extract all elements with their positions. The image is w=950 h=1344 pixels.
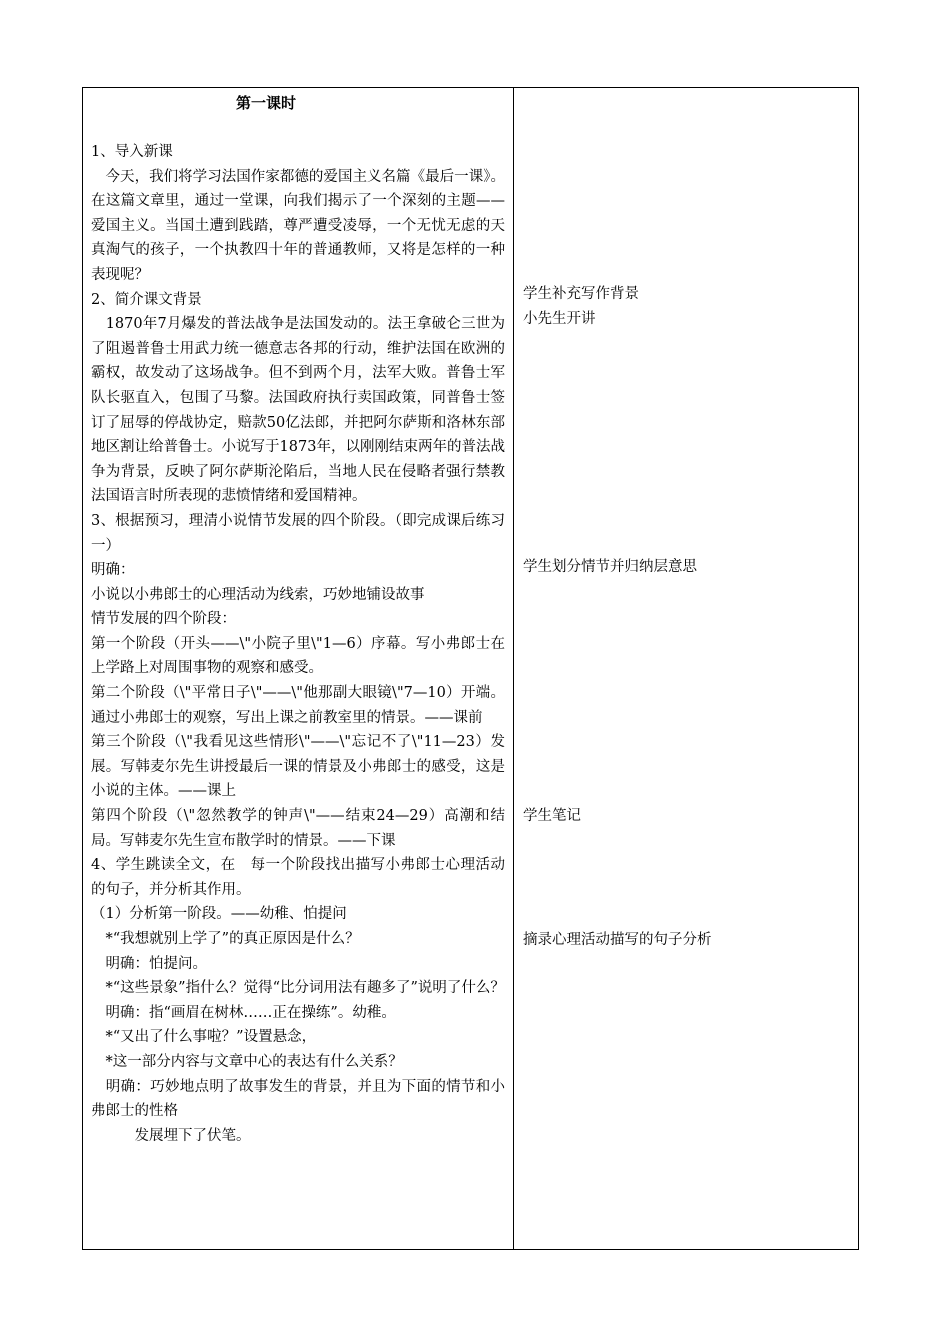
section-heading-background: 2、简介课文背景 <box>91 291 202 308</box>
paragraph-question-3: *“又出了什么事啦？”设置悬念， <box>91 1029 317 1046</box>
blank-line <box>91 116 505 140</box>
note-student-teacher: 小先生开讲 <box>523 311 596 327</box>
paragraph-answer-4: 明确：巧妙地点明了故事发生的背景，并且为下面的情节和小弗郎士的性格 <box>91 1078 505 1120</box>
note-plot-division: 学生划分情节并归纳层意思 <box>523 559 697 575</box>
paragraph-answer-2: 明确：指“画眉在树林……正在操练”。幼稚。 <box>91 1004 396 1021</box>
paragraph-stage-4: 第四个阶段（\"忽然教学的钟声\"——结束24—29）高潮和结局。写韩麦尔先生宣布散学时的情景。——下课 <box>91 808 505 849</box>
paragraph-intro: 今天，我们将学习法国作家都德的爱国主义名篇《最后一课》。在这篇文章里，通过一堂课，向我们揭示了一个深刻的主题——爱国主义。当国土遭到践踏，尊严遭受凌辱，一个无忧无虑的天真淘气的孩子，一个执教四十年的普通教师，又将是怎样的一种表现呢？ <box>91 168 505 283</box>
paragraph-clue: 小说以小弗郎士的心理活动为线索，巧妙地铺设故事 <box>91 586 425 603</box>
paragraph-stage-1: 第一个阶段（开头——\"小院子里\"1—6）序幕。写小弗郎士在上学路上对周围事物的观察和感受。 <box>91 635 505 677</box>
paragraph-question-1: *“我想就别上学了”的真正原因是什么？ <box>91 931 360 947</box>
note-excerpt-analysis: 摘录心理活动描写的句子分析 <box>523 932 712 948</box>
lesson-title: 第一课时 <box>236 94 297 112</box>
paragraph-background: 1870年7月爆发的普法战争是法国发动的。法王拿破仑三世为了阻遏普鲁士用武力统一德意志各邦的行动，维护法国在欧洲的霸权，故发动了这场战争。但不到两个月，法军大败。普鲁士军队长驱直入，包围了马黎。法国政府执行卖国政策，同普鲁士签订了屈辱的停战协定，赔款50亿法郎，并把阿尔萨斯和洛林东部地区割让给普鲁士。小说写于1873年，以刚刚结束两年的普法战争为背景，反映了阿尔萨斯沦陷后，当地人民在侵略者强行禁教法国语言时所表现的悲愤情绪和爱国精神。 <box>91 316 505 505</box>
section-heading-intro: 1、导入新课 <box>91 144 173 160</box>
teaching-content-column <box>91 90 505 1148</box>
section-heading-analysis: 4、学生跳读全文，在 每一个阶段找出描写小弗郎士心理活动的句子，并分析其作用。 <box>91 857 505 898</box>
section-heading-plot: 3、根据预习，理清小说情节发展的四个阶段。（即完成课后练习一） <box>91 512 505 554</box>
paragraph-stage-2: 第二个阶段（\"平常日子\"——\"他那副大眼镜\"7—10）开端。通过小弗郎士的观察，写出上课之前教室里的情景。——课前 <box>91 685 505 726</box>
paragraph-answer-label: 明确： <box>91 562 135 579</box>
column-divider <box>513 88 514 1249</box>
paragraph-stages-label: 情节发展的四个阶段： <box>91 611 236 628</box>
lesson-plan-table <box>82 87 859 1250</box>
paragraph-question-2: *“这些景象”指什么？觉得“比分词用法有趣多了”说明了什么？ <box>91 980 505 997</box>
paragraph-answer-1: 明确：怕提问。 <box>91 955 207 972</box>
paragraph-answer-4-cont: 发展埋下了伏笔。 <box>91 1127 251 1144</box>
note-background: 学生补充写作背景 <box>523 286 639 302</box>
paragraph-stage-3: 第三个阶段（\"我看见这些情形\"——\"忘记不了\"11—23）发展。写韩麦尔先生讲授最后一课的情景及小弗郎士的感受，这是小说的主体。——课上 <box>91 734 505 800</box>
note-student-notes: 学生笔记 <box>523 808 581 824</box>
paragraph-analysis-1: （1）分析第一阶段。——幼稚、怕提问 <box>91 906 347 923</box>
paragraph-question-4: *这一部分内容与文章中心的表达有什么关系？ <box>91 1053 403 1070</box>
